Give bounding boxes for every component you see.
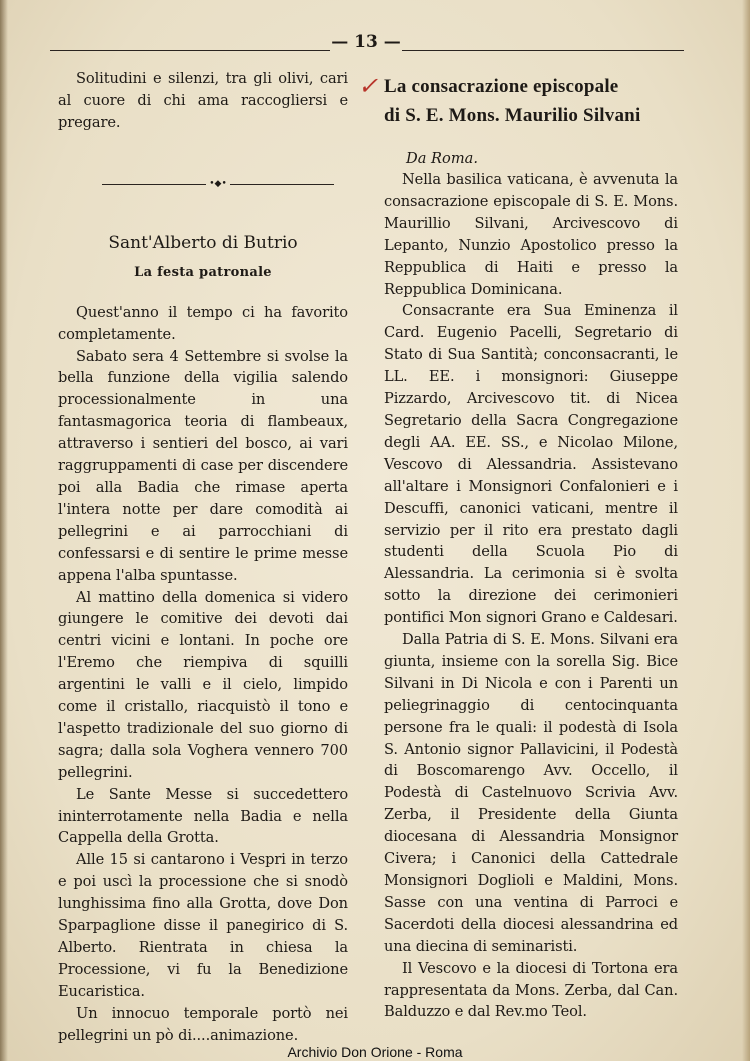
dateline: Da Roma. (406, 150, 478, 167)
page-edge-shadow (0, 0, 8, 1061)
article-paragraph: Le Sante Messe si succedettero ininterrotamente nella Badia e nella Cappella della Grotta. (58, 785, 348, 847)
header-rule-left (50, 50, 330, 51)
article-title (384, 72, 678, 130)
article-paragraph: Consacrante era Sua Eminenza il Card. Eugenio Pacelli, Segretario di Stato di Sua Santità; conconsacranti, le LL. EE. i monsignori: Giuseppe Pizzardo, Arcivescovo tit. di Nicea Segretario della Sacra Congregazione degli AA. EE. SS., e Nicolao Milone, Vescovo di Alessandria. Assistevano all'altare i Monsignori Confalonieri e i Descuffi, canonici vaticani, mentre il servizio per il rito era prestato dagli studenti della Scuola Pio di Alessandria. La cerimonia si è svolta sotto la direzione dei cerimonieri pontifici Mon signori Grano e Caldesari. (384, 302, 678, 627)
article-paragraph: Al mattino della domenica si videro giungere le comitive dei devoti dai centri vicini e lontani. In poche ore l'Eremo che riempiva di squilli argentini le valli e il cielo, limpido come il cristallo, riacquistò il tono e l'aspetto tradizionale del suo giorno di sagra; dalla sola Voghera vennero 700 pellegrini. (58, 588, 348, 781)
intro-paragraph: Solitudini e silenzi, tra gli olivi, cari al cuore di chi ama raccogliersi e pregare. (58, 70, 348, 131)
article-paragraph: Il Vescovo e la diocesi di Tortona era rappresentata da Mons. Zerba, dal Can. Balduzzo e dal Rev.mo Teol. (384, 959, 678, 1021)
article-title-line2: di S. E. Mons. Maurilio Silvani (384, 105, 641, 126)
article-paragraph: Nella basilica vaticana, è avvenuta la consacrazione episcopale di S. E. Mons. Maurillio Silvani, Arcivescovo di Lepanto, Nunzio Apostolico presso la Reppublica di Haiti e presso la Reppublica Dominicana. (384, 171, 678, 298)
section-separator (102, 178, 334, 189)
section-subtitle: La festa patronale (134, 264, 272, 280)
handwritten-check-mark: ✓ (358, 72, 379, 100)
article-paragraph: Alle 15 si cantarono i Vespri in terzo e poi uscì la processione che si snodò lunghissima fino alla Grotta, dove Don Sparpaglione disse il panegirico di S. Alberto. Rientrata in chiesa la Processione, vi fu la Benedizione Eucaristica. (58, 851, 348, 1000)
article-paragraph: Un innocuo temporale portò nei pellegrini un pò di....animazione. (58, 1004, 348, 1044)
separator-ornament: •◆• (206, 180, 230, 188)
article-paragraph: Sabato sera 4 Settembre si svolse la bella funzione della vigilia salendo processionalmente in una fantasmagorica teoria di flambeaux, attraverso i sentieri del bosco, ai vari raggruppamenti di case per discendere poi alla Badia che rimase aperta l'intera notte per dare comodità ai pellegrini e ai parrocchiani di confessarsi e di sentire le prime messe appena l'alba spuntasse. (58, 347, 348, 584)
left-column (58, 68, 348, 1047)
page-number: — 13 — (331, 32, 401, 52)
article-paragraph: Dalla Patria di S. E. Mons. Silvani era giunta, insieme con la sorella Sig. Bice Silvani in Di Nicola e con i Parenti un peliegrinaggio di centocinquanta persone fra le quali: il podestà di Isola S. Antonio signor Pallavicini, il Podestà di Boscomarengo Avv. Occello, il Podestà di Castelnuovo Scrivia Avv. Zerba, il Presidente della Giunta diocesana di Alessandria Monsignor Civera; i Canonici della Cattedrale Monsignori Doglioli e Maldini, Mons. Sasse con una ventina di Parroci e Sacerdoti della diocesi alessandrina ed una diecina di seminaristi. (384, 631, 678, 955)
archive-footer: Archivio Don Orione - Roma (287, 1044, 463, 1060)
article-paragraph: Quest'anno il tempo ci ha favorito completamente. (58, 303, 348, 343)
header-rule-right (402, 50, 684, 51)
right-column (384, 68, 678, 1023)
article-title-line1: La consacrazione episcopale (384, 76, 619, 97)
section-title: Sant'Alberto di Butrio (108, 232, 298, 253)
page-edge-shadow-right (742, 0, 750, 1061)
